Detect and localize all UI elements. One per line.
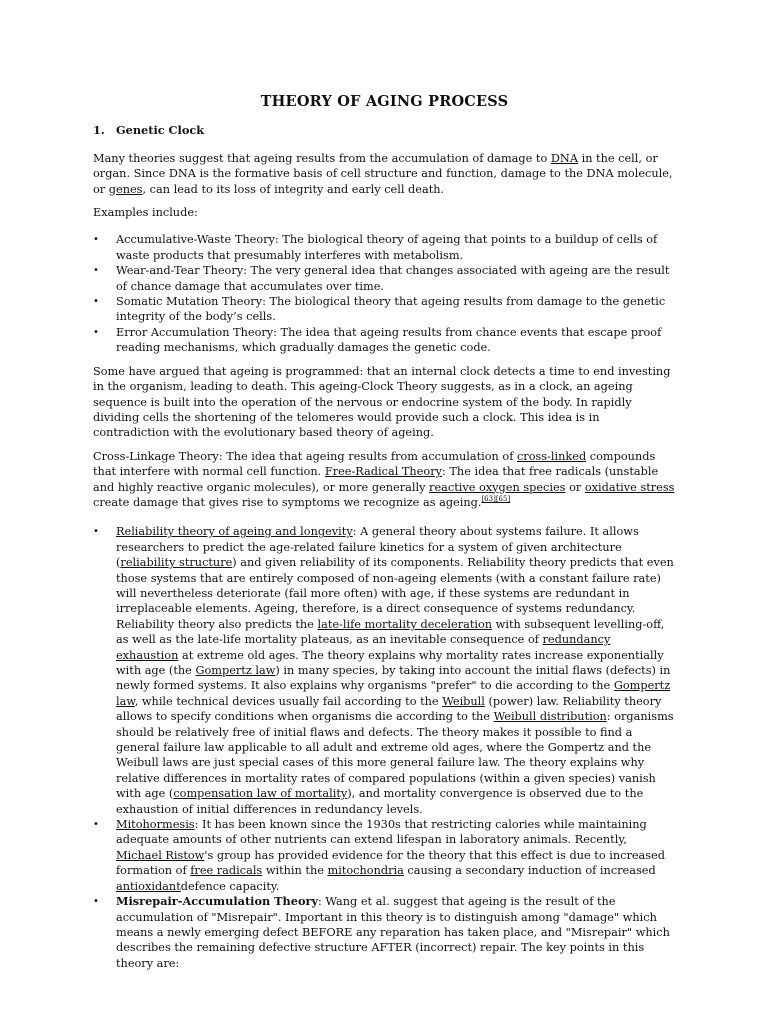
bullet-icon: • <box>93 296 99 308</box>
misrepair-heading: Misrepair-Accumulation Theory <box>116 894 319 909</box>
examples-label: Examples include: <box>93 206 198 220</box>
link-free-radical-theory[interactable]: Free-Radical Theory <box>324 465 442 479</box>
link-oxidative-stress[interactable]: oxidative stress <box>584 480 675 494</box>
link-mitohormesis[interactable]: Mitohormesis <box>116 818 195 832</box>
crosslink-paragraph <box>93 449 676 511</box>
list-item <box>93 232 676 263</box>
link-compensation-law[interactable]: compensation law of mortality <box>173 787 348 801</box>
link-mitochondria[interactable]: mitochondria <box>327 864 404 878</box>
bullet-icon: • <box>93 819 99 831</box>
link-genes[interactable]: genes <box>108 182 143 196</box>
text: with subsequent levelling-off, as well as the late-life mortality plateaus, as an inevitable consequence of <box>116 617 665 647</box>
link-free-radicals[interactable]: free radicals <box>190 864 263 878</box>
link-weibull[interactable]: Weibull <box>442 694 485 708</box>
text: (power) law. Reliability theory allows to specify conditions when organisms die according to the <box>116 694 662 724</box>
bullet-icon: • <box>93 326 99 338</box>
link-weibull-distribution[interactable]: Weibull distribution <box>493 710 607 724</box>
list-item-reliability <box>93 524 676 817</box>
list-item <box>93 294 676 325</box>
text: compounds that interfere with normal cell function. <box>93 449 656 479</box>
section-number: 1. <box>93 123 105 138</box>
text: ) and given reliability of its components. Reliability theory predicts that even those systems that are entirely composed of non-ageing elements (with a constant failure rate) will nevertheless deteriorate (fail more often) with age, if these systems are redundant in irreplaceable elements. Ageing, therefore, is a direct consequence of systems redundancy. Reliability theory also predicts the <box>116 556 674 631</box>
text: : It has been known since the 1930s that restricting calories while maintaining adequate amounts of other nutrients can extend lifespan in laboratory animals. Recently, <box>116 818 647 847</box>
link-redundancy-exhaustion[interactable]: redundancy exhaustion <box>116 633 611 662</box>
list-item <box>93 263 676 294</box>
list-item-misrepair <box>93 894 676 971</box>
intro-paragraph <box>93 151 676 197</box>
section-heading <box>93 123 676 138</box>
list-item-text: Error Accumulation Theory: The idea that ageing results from chance events that escape proof reading mechanisms, which gradually damages the genetic code. <box>116 325 662 355</box>
text: defence capacity. <box>180 879 280 893</box>
text: : The idea that free radicals (unstable and highly reactive organic molecules), or more generally <box>93 465 659 494</box>
citation-link[interactable]: [63][65] <box>481 495 511 504</box>
link-antioxidant[interactable]: antioxidant <box>116 879 181 893</box>
link-cross-linked[interactable]: cross-linked <box>516 449 587 463</box>
text: at extreme old ages. The theory explains why mortality rates increase exponentially with age (the <box>116 648 664 677</box>
text: in the cell, or organ. Since DNA is the formative basis of cell structure and function, damage to the DNA molecule, or <box>93 151 673 196</box>
bullet-icon: • <box>93 265 99 277</box>
text: : organisms should be relatively free of initial flaws and defects. The theory makes it possible to find a general failure law applicable to all adult and extreme old ages, where the Gompertz and the Weibull laws are just special cases of this more general failure law. The theory explains why relative differences in mortality rates of compared populations (within a given species) vanish with age ( <box>116 710 674 801</box>
list-item-text: Somatic Mutation Theory: The biological theory that ageing results from damage to the genetic integrity of the body’s cells. <box>116 295 666 324</box>
programmed-paragraph: Some have argued that ageing is programmed: that an internal clock detects a time to end investing in the organism, leading to death. This ageing-Clock Theory suggests, as in a clock, an ageing sequence is built into the operation of the nervous or endocrine system of the body. In rapidly dividing cells the shortening of the telomeres would provide such a clock. This idea is in contradiction with the evolutionary based theory of ageing. <box>93 364 671 440</box>
examples-list <box>93 232 676 355</box>
text: 's group has provided evidence for the theory that this effect is due to increased formation of <box>116 848 665 878</box>
link-reliability-structure[interactable]: reliability structure <box>120 556 233 570</box>
bullet-icon: • <box>93 526 99 538</box>
link-gompertz-law-2[interactable]: Gompertz law <box>116 679 671 708</box>
bullet-icon: • <box>93 234 99 246</box>
link-michael-ristow[interactable]: Michael Ristow <box>116 848 205 862</box>
text: create damage that gives rise to symptoms we recognize as ageing. <box>93 495 482 509</box>
text: ), and mortality convergence is observed due to the exhaustion of initial differences in redundancy levels. <box>116 787 644 816</box>
text: or <box>565 480 585 494</box>
link-dna[interactable]: DNA <box>550 151 578 165</box>
text: ) in many species, by taking into account the initial flaws (defects) in newly formed systems. It also explains why organisms "prefer" to die according to the <box>116 664 671 693</box>
link-reactive-oxygen-species[interactable]: reactive oxygen species <box>429 480 566 494</box>
section-title: Genetic Clock <box>116 123 205 138</box>
link-reliability-theory[interactable]: Reliability theory of ageing and longevity <box>116 525 353 539</box>
list-item-mitohormesis <box>93 817 676 894</box>
document-title: THEORY OF AGING PROCESS <box>260 93 509 110</box>
list-item-text: Wear-and-Tear Theory: The very general idea that changes associated with ageing are the result of chance damage that accumulates over time. <box>116 264 670 293</box>
text: Many theories suggest that ageing results from the accumulation of damage to <box>93 151 551 165</box>
link-gompertz-law[interactable]: Gompertz law <box>195 664 276 677</box>
text: : A general theory about systems failure. It allows researchers to predict the age-related failure kinetics for a system of given architecture ( <box>116 525 639 570</box>
text: causing a secondary induction of increased <box>403 864 656 878</box>
list-item <box>93 325 676 356</box>
text: within the <box>262 864 328 878</box>
theories-list <box>93 524 676 971</box>
text: : Wang et al. suggest that ageing is the result of the accumulation of "Misrepair". Important in this theory is to distinguish among "damage" which means a newly emerging defect BEFORE any reparation has taken place, and "Misrepair" which describes the remaining defective structure AFTER (incorrect) repair. The key points in this theory are: <box>116 895 670 970</box>
list-item-text: Accumulative-Waste Theory: The biological theory of ageing that points to a buildup of cells of waste products that presumably interferes with metabolism. <box>116 233 658 262</box>
text: , while technical devices usually fail according to the <box>134 694 443 708</box>
text: , can lead to its loss of integrity and early cell death. <box>142 182 445 196</box>
text: Cross-Linkage Theory: The idea that ageing results from accumulation of <box>93 449 517 463</box>
link-late-life-mortality-deceleration[interactable]: late-life mortality deceleration <box>317 617 493 631</box>
bullet-icon: • <box>93 896 99 908</box>
